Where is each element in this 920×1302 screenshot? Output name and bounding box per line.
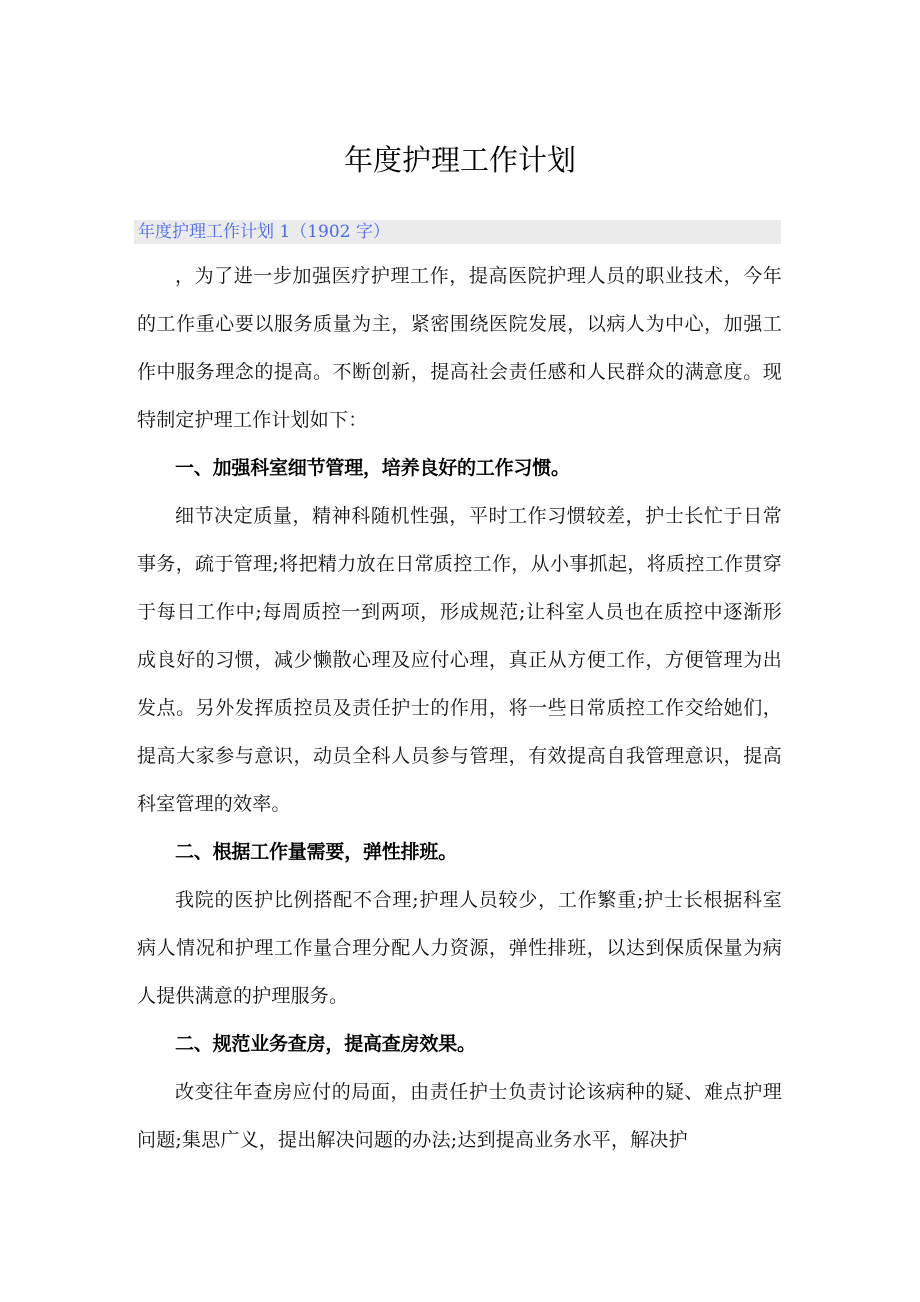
section-heading-2: 二、根据工作量需要，弹性排班。 bbox=[175, 841, 458, 863]
document-body bbox=[137, 252, 782, 1164]
intro-paragraph: ，为了进一步加强医疗护理工作，提高医院护理人员的职业技术，今年的工作重心要以服务质量为主，紧密围绕医院发展，以病人为中心，加强工作中服务理念的提高。不断创新，提高社会责任感和人民群众的满意度。现特制定护理工作计划如下： bbox=[137, 265, 782, 431]
section-heading-1: 一、加强科室细节管理，培养良好的工作习惯。 bbox=[175, 457, 570, 479]
section-2-paragraph: 我院的医护比例搭配不合理;护理人员较少，工作繁重;护士长根据科室病人情况和护理工作量合理分配人力资源，弹性排班，以达到保质保量为病人提供满意的护理服务。 bbox=[137, 889, 782, 1007]
section-3-paragraph: 改变往年查房应付的局面，由责任护士负责讨论该病种的疑、难点护理问题;集思广义，提出解决问题的办法;达到提高业务水平，解决护 bbox=[137, 1081, 782, 1151]
document-title: 年度护理工作计划 bbox=[343, 143, 576, 177]
section-1-paragraph: 细节决定质量，精神科随机性强，平时工作习惯较差，护士长忙于日常事务，疏于管理;将把精力放在日常质控工作，从小事抓起，将质控工作贯穿于每日工作中;每周质控一到两项，形成规范;让科室人员也在质控中逐渐形成良好的习惯，减少懒散心理及应付心理，真正从方便工作，方便管理为出发点。另外发挥质控员及责任护士的作用，将一些日常质控工作交给她们，提高大家参与意识，动员全科人员参与管理，有效提高自我管理意识，提高科室管理的效率。 bbox=[137, 505, 782, 815]
section-subtitle-link[interactable]: 年度护理工作计划 1（1902 字） bbox=[138, 222, 390, 242]
section-heading-3: 二、规范业务查房，提高查房效果。 bbox=[175, 1033, 476, 1055]
section-subtitle-bar bbox=[134, 220, 781, 244]
